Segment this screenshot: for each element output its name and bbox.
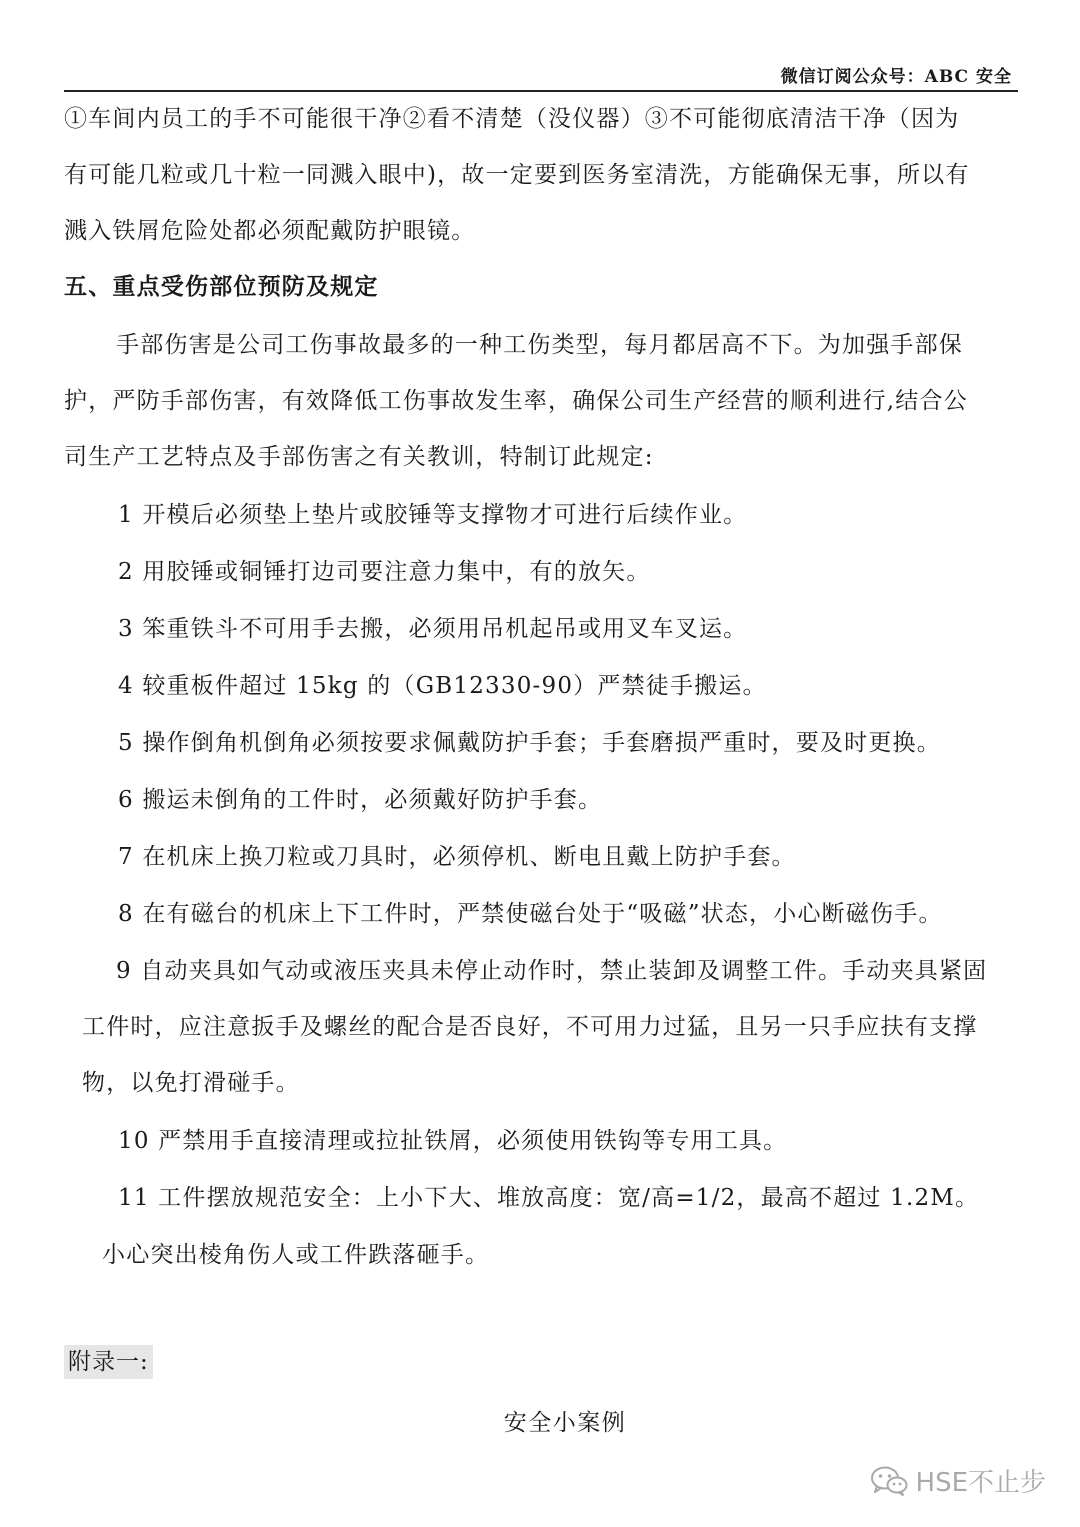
intro-line: 护，严防手部伤害，有效降低工伤事故发生率，确保公司生产经营的顺利进行,结合公 bbox=[64, 388, 968, 414]
rule-item: 5 操作倒角机倒角必须按要求佩戴防护手套；手套磨损严重时，要及时更换。 bbox=[118, 730, 941, 756]
rule-item: 9 自动夹具如气动或液压夹具未停止动作时，禁止装卸及调整工件。手动夹具紧固 bbox=[116, 958, 988, 984]
rule-item: 2 用胶锤或铜锤打边司要注意力集中，有的放矢。 bbox=[118, 559, 651, 585]
intro-line: 司生产工艺特点及手部伤害之有关教训，特制订此规定: bbox=[64, 444, 654, 470]
paragraph-line: 溅入铁屑危险处都必须配戴防护眼镜。 bbox=[64, 218, 476, 244]
rule-item: 10 严禁用手直接清理或拉扯铁屑，必须使用铁钩等专用工具。 bbox=[118, 1128, 788, 1154]
rule-item-continued: 物，以免打滑碰手。 bbox=[82, 1070, 300, 1096]
watermark-text: HSE不止步 bbox=[915, 1468, 1046, 1498]
appendix-label: 附录一: bbox=[64, 1345, 153, 1379]
rule-item-continued: 小心突出棱角伤人或工件跌落砸手。 bbox=[102, 1242, 490, 1268]
watermark bbox=[870, 1462, 1046, 1499]
wechat-icon bbox=[870, 1465, 908, 1497]
page-header: 微信订阅公众号：ABC 安全 bbox=[780, 67, 1012, 87]
rule-item: 8 在有磁台的机床上下工件时，严禁使磁台处于“吸磁”状态，小心断磁伤手。 bbox=[118, 901, 943, 927]
rule-item: 1 开模后必须垫上垫片或胶锤等支撑物才可进行后续作业。 bbox=[118, 502, 748, 528]
paragraph-line: ①车间内员工的手不可能很干净②看不清楚（没仪器）③不可能彻底清洁干净（因为 bbox=[64, 106, 960, 132]
rule-item: 6 搬运未倒角的工件时，必须戴好防护手套。 bbox=[118, 787, 603, 813]
rule-item: 11 工件摆放规范安全：上小下大、堆放高度：宽/高=1/2，最高不超过 1.2M。 bbox=[118, 1185, 980, 1211]
rule-item: 7 在机床上换刀粒或刀具时，必须停机、断电且戴上防护手套。 bbox=[118, 844, 796, 870]
paragraph-line: 有可能几粒或几十粒一同溅入眼中)，故一定要到医务室清洗，方能确保无事，所以有 bbox=[64, 162, 970, 188]
header-divider bbox=[64, 90, 1018, 92]
rule-item: 4 较重板件超过 15kg 的（GB12330-90）严禁徒手搬运。 bbox=[118, 673, 767, 699]
intro-line: 手部伤害是公司工伤事故最多的一种工伤类型，每月都居高不下。为加强手部保 bbox=[116, 332, 963, 358]
rule-item-continued: 工件时，应注意扳手及螺丝的配合是否良好，不可用力过猛，且另一只手应扶有支撑 bbox=[82, 1014, 978, 1040]
rule-item: 3 笨重铁斗不可用手去搬，必须用吊机起吊或用叉车叉运。 bbox=[118, 616, 748, 642]
case-title: 安全小案例 bbox=[503, 1410, 627, 1436]
section-heading: 五、重点受伤部位预防及规定 bbox=[64, 273, 379, 300]
